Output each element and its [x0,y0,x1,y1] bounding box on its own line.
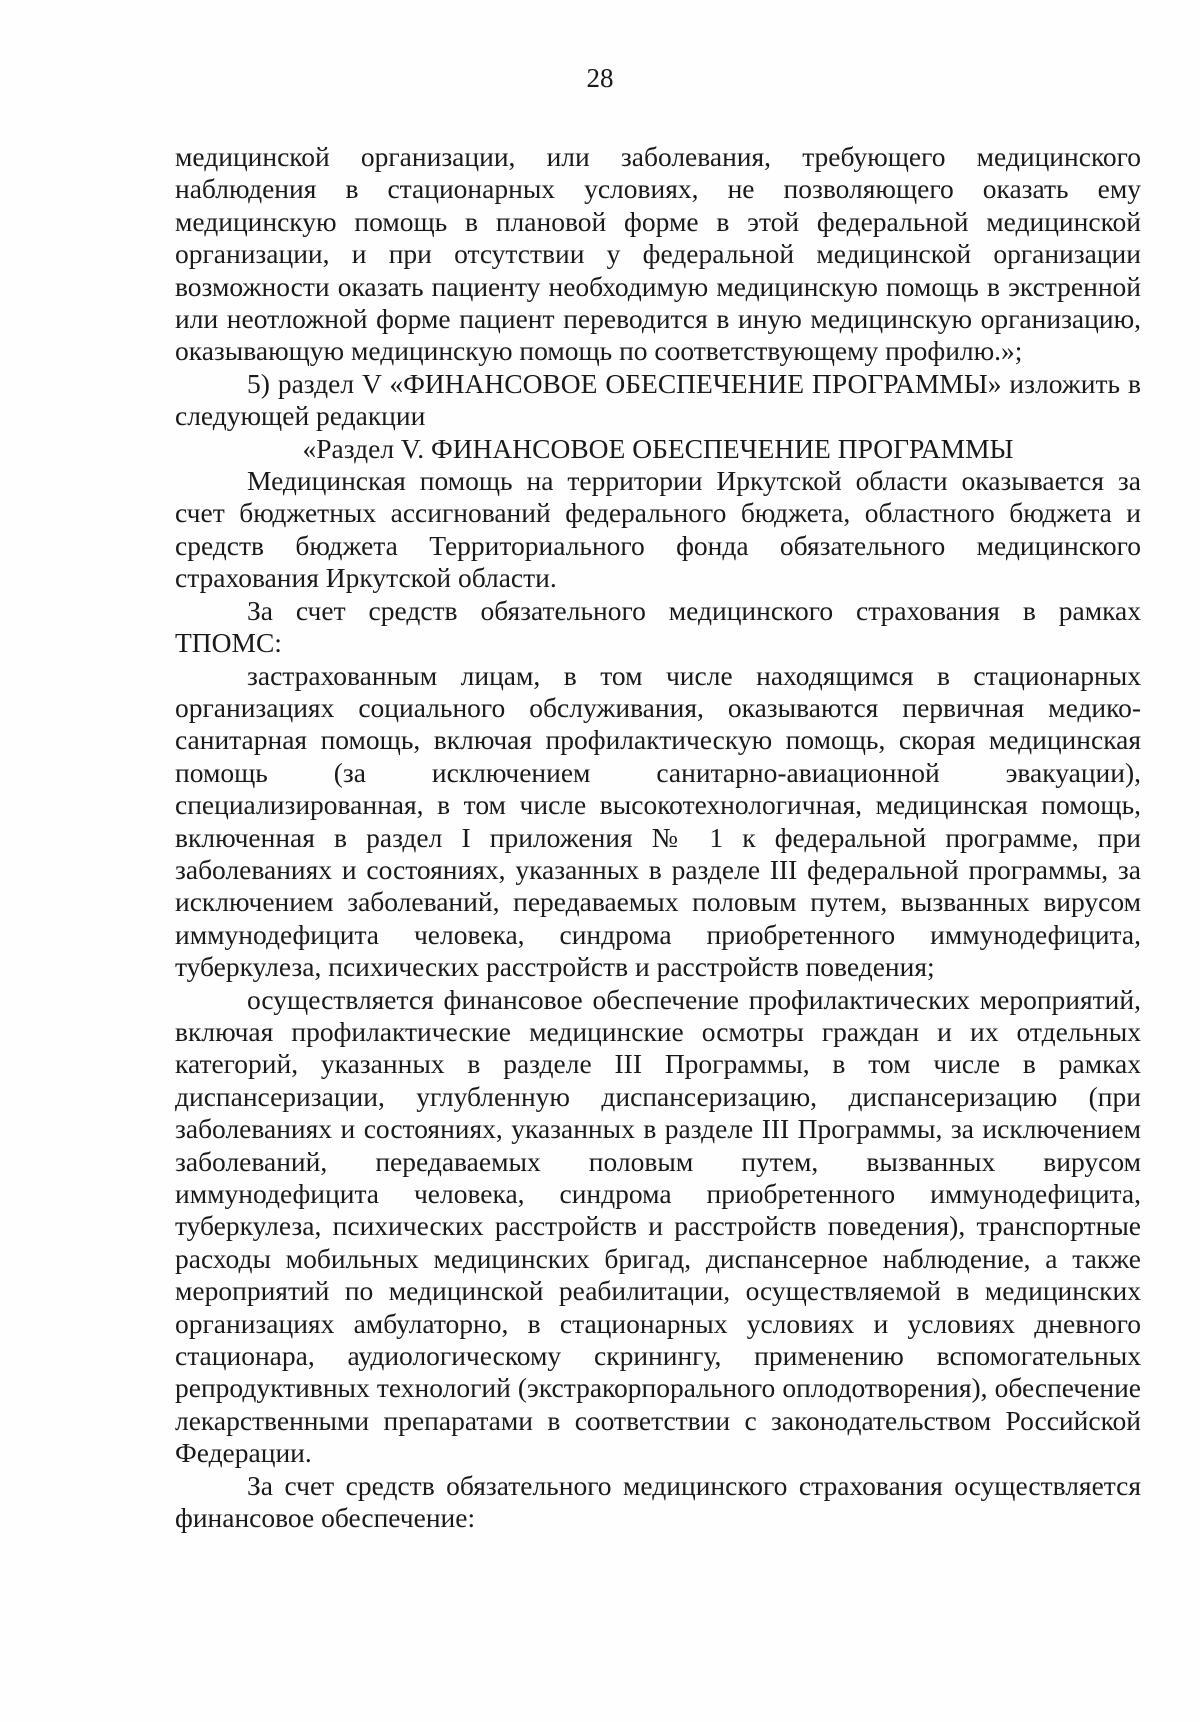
document-body [175,141,1141,1534]
paragraph-insured-persons: застрахованным лицам, в том числе находящимся в стационарных организациях социального обслуживания, оказываются первичная медико-санитарная помощь, включая профилактическую помощь, скорая медицинская помощь (за исключением санитарно-авиационной эвакуации), специализированная, в том числе высокотехнологичная, медицинская помощь, включенная в раздел I приложения № 1 к федеральной программе, при заболеваниях и состояниях, указанных в разделе III федеральной программы, за исключением заболеваний, передаваемых половым путем, вызванных вирусом иммунодефицита человека, синдрома приобретенного иммунодефицита, туберкулеза, психических расстройств и расстройств поведения; [175,659,1141,983]
paragraph-tpoms-intro: За счет средств обязательного медицинского страхования в рамках ТПОМС: [175,594,1141,659]
paragraph-financing-intro: За счет средств обязательного медицинского страхования осуществляется финансовое обеспечение: [175,1469,1141,1534]
paragraph-item-5: 5) раздел V «ФИНАНСОВОЕ ОБЕСПЕЧЕНИЕ ПРОГРАММЫ» изложить в следующей редакции [175,367,1141,432]
paragraph-continuation: медицинской организации, или заболевания, требующего медицинского наблюдения в стационарных условиях, не позволяющего оказать ему медицинскую помощь в плановой форме в этой федеральной медицинской организации, и при отсутствии у федеральной медицинской организации возможности оказать пациенту необходимую медицинскую помощь в экстренной или неотложной форме пациент переводится в иную медицинскую организацию, оказывающую медицинскую помощь по соответствующему профилю.»; [175,141,1141,367]
paragraph-funding-sources: Медицинская помощь на территории Иркутской области оказывается за счет бюджетных ассигнований федерального бюджета, областного бюджета и средств бюджета Территориального фонда обязательного медицинского страхования Иркутской области. [175,465,1141,594]
section-heading: «Раздел V. ФИНАНСОВОЕ ОБЕСПЕЧЕНИЕ ПРОГРАММЫ [302,432,1014,464]
paragraph-preventive-measures: осуществляется финансовое обеспечение профилактических мероприятий, включая профилактические медицинские осмотры граждан и их отдельных категорий, указанных в разделе III Программы, в том числе в рамках диспансеризации, углубленную диспансеризацию, диспансеризацию (при заболеваниях и состояниях, указанных в разделе III Программы, за исключением заболеваний, передаваемых половым путем, вызванных вирусом иммунодефицита человека, синдрома приобретенного иммунодефицита, туберкулеза, психических расстройств и расстройств поведения), транспортные расходы мобильных медицинских бригад, диспансерное наблюдение, а также мероприятий по медицинской реабилитации, осуществляемой в медицинских организациях амбулаторно, в стационарных условиях и условиях дневного стационара, аудиологическому скринингу, применению вспомогательных репродуктивных технологий (экстракорпорального оплодотворения), обеспечение лекарственными препаратами в соответствии с законодательством Российской Федерации. [175,983,1141,1469]
page-number: 28 [586,63,614,93]
